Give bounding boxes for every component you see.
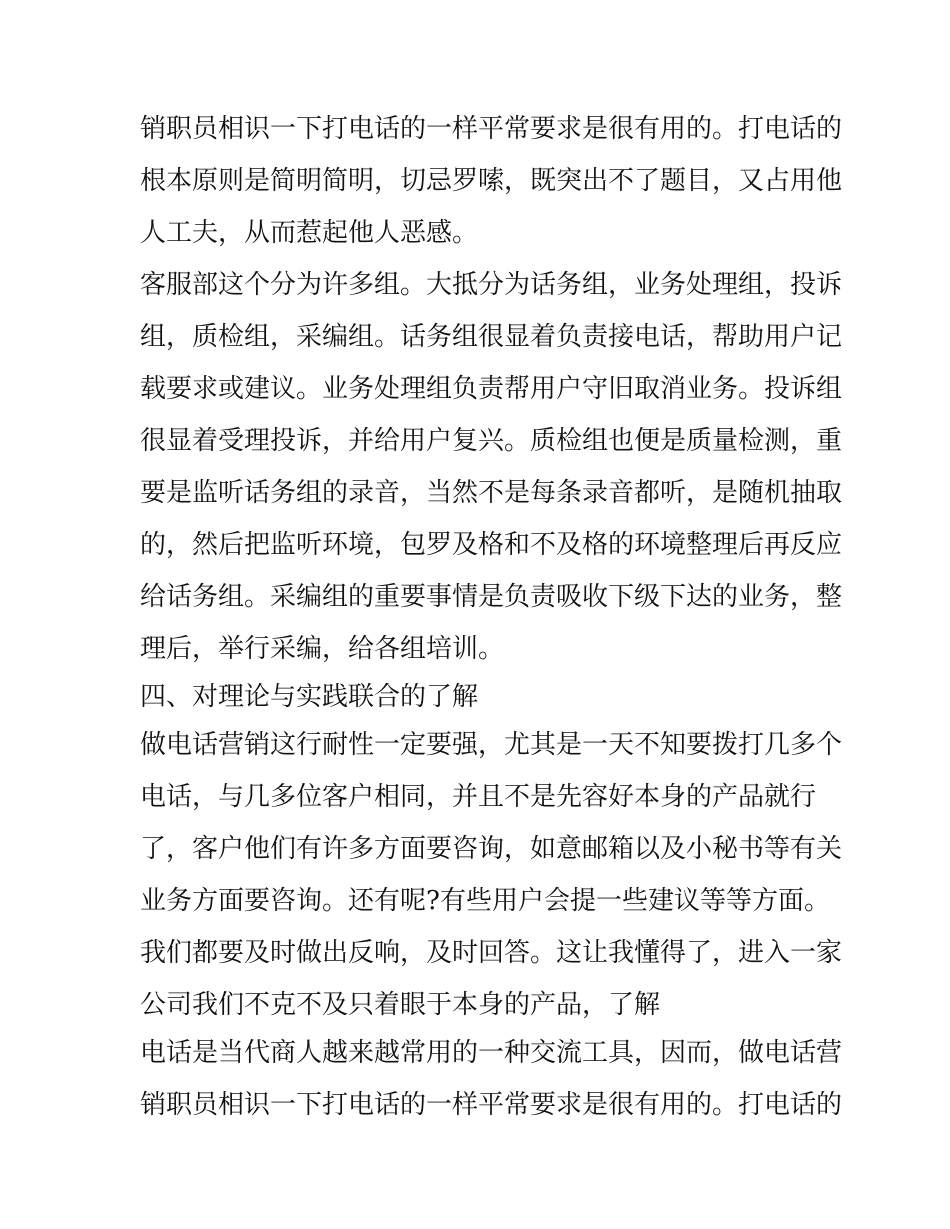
text-line: 载要求或建议。业务处理组负责帮用户守旧取消业务。投诉组 [140,374,843,404]
text-line: 销职员相识一下打电话的一样平常要求是很有用的。打电话的 [140,1090,843,1120]
text-line: 公司我们不克不及只着眼于本身的产品，了解 [140,990,661,1020]
text-line: 做电话营销这行耐性一定要强，尤其是一天不知要拨打几多个 [140,730,843,760]
text-line: 我们都要及时做出反响，及时回答。这让我懂得了，进入一家 [140,938,843,968]
text-line: 根本原则是简明简明，切忌罗嗦，既突出不了题目，又占用他 [140,166,843,196]
text-line: 很显着受理投诉，并给用户复兴。质检组也便是质量检测，重 [140,426,843,456]
text-line: 要是监听话务组的录音，当然不是每条录音都听，是随机抽取 [140,478,843,508]
text-line: 组，质检组，采编组。话务组很显着负责接电话，帮助用户记 [140,322,843,352]
text-line: 电话是当代商人越来越常用的一种交流工具，因而，做电话营 [140,1038,843,1068]
text-line: 给话务组。采编组的重要事情是负责吸收下级下达的业务，整 [140,582,843,612]
text-line: 销职员相识一下打电话的一样平常要求是很有用的。打电话的 [140,114,843,144]
text-line: 人工夫，从而惹起他人恶感。 [140,218,479,248]
text-line: 了，客户他们有许多方面要咨询，如意邮箱以及小秘书等有关 [140,834,843,864]
text-line: 理后，举行采编，给各组培训。 [140,634,505,664]
text-line: 业务方面要咨询。还有呢?有些用户会提一些建议等等方面。 [140,886,830,916]
text-line: 客服部这个分为许多组。大抵分为话务组，业务处理组，投诉 [140,270,843,300]
text-line: 电话，与几多位客户相同，并且不是先容好本身的产品就行 [140,782,817,812]
text-line: 的，然后把监听环境，包罗及格和不及格的环境整理后再反应 [140,530,843,560]
section-heading: 四、对理论与实践联合的了解 [140,682,479,712]
